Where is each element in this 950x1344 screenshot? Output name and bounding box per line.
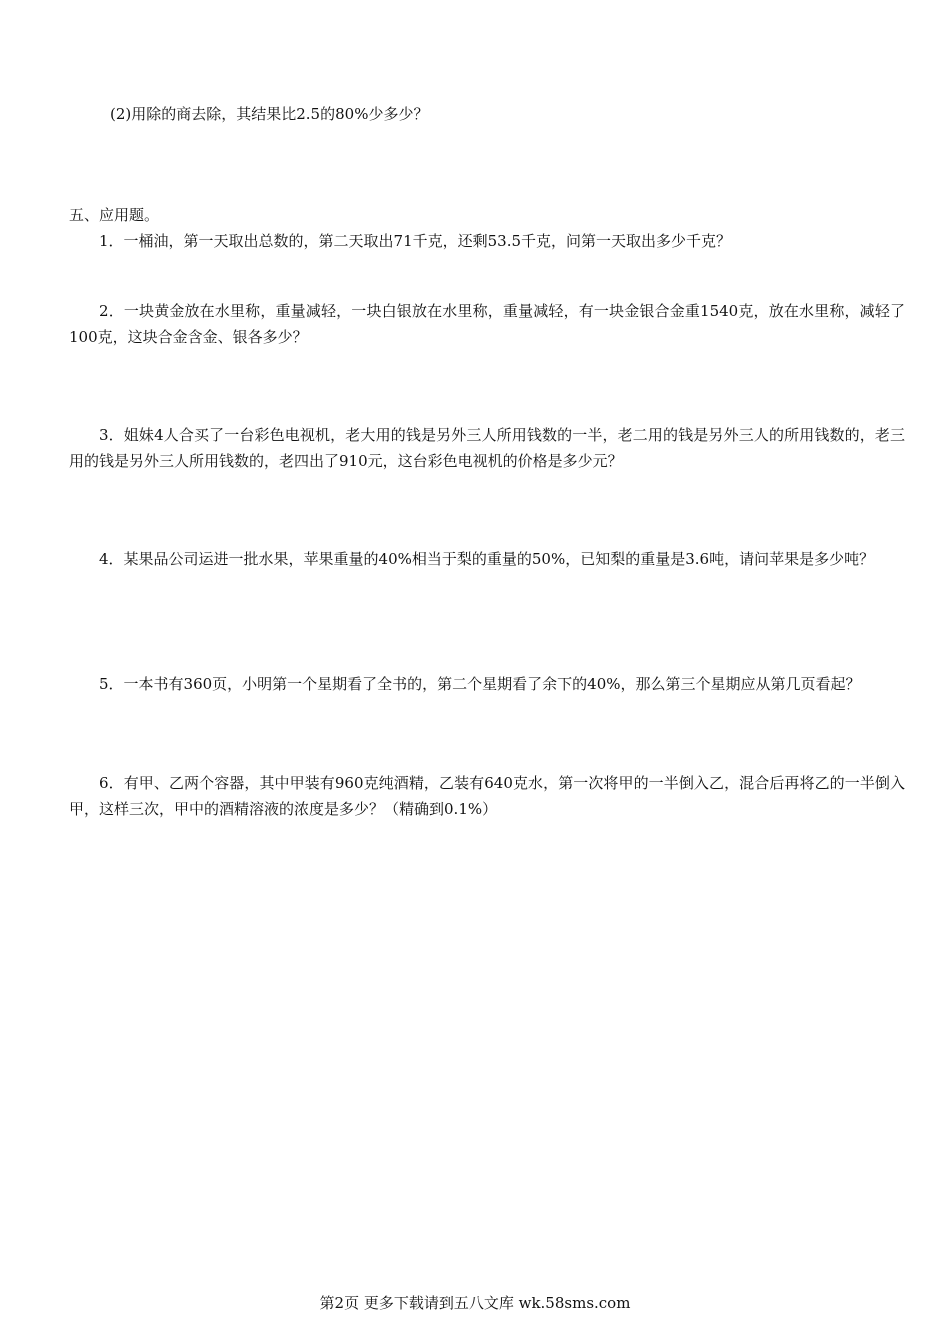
section-heading-block bbox=[69, 202, 905, 254]
problem-5: 5．一本书有360页，小明第一个星期看了全书的，第二个星期看了余下的40%，那么第三个星期应从第几页看起？ bbox=[99, 675, 861, 693]
sub-question-2: (2)用除的商去除，其结果比2.5的80%少多少？ bbox=[110, 105, 429, 123]
problem-3-block bbox=[69, 422, 905, 474]
problem-6-block bbox=[69, 770, 905, 822]
page-footer: 第2页 更多下载请到五八文库 wk.58sms.com bbox=[319, 1294, 631, 1312]
problem-4: 4．某果品公司运进一批水果，苹果重量的40%相当于梨的重量的50%，已知梨的重量是3.6吨，请问苹果是多少吨？ bbox=[99, 550, 875, 568]
problem-2: 2．一块黄金放在水里称，重量减轻，一块白银放在水里称，重量减轻，有一块金银合金重1540克，放在水里称，减轻了100克，这块合金含金、银各多少？ bbox=[69, 302, 905, 346]
problem-6: 6．有甲、乙两个容器，其中甲装有960克纯酒精，乙装有640克水，第一次将甲的一半倒入乙，混合后再将乙的一半倒入甲，这样三次，甲中的酒精溶液的浓度是多少？（精确到0.1%） bbox=[69, 774, 905, 818]
problem-2-block bbox=[69, 298, 905, 350]
problem-3: 3．姐妹4人合买了一台彩色电视机，老大用的钱是另外三人所用钱数的一半，老二用的钱是另外三人的所用钱数的，老三用的钱是另外三人所用钱数的，老四出了910元，这台彩色电视机的价格是多少元？ bbox=[69, 426, 905, 470]
problem-4-block bbox=[69, 546, 905, 572]
section-title: 五、应用题。 bbox=[69, 206, 160, 224]
problem-1: 1．一桶油，第一天取出总数的，第二天取出71千克，还剩53.5千克，问第一天取出多少千克？ bbox=[99, 232, 732, 250]
problem-5-block bbox=[69, 671, 905, 697]
